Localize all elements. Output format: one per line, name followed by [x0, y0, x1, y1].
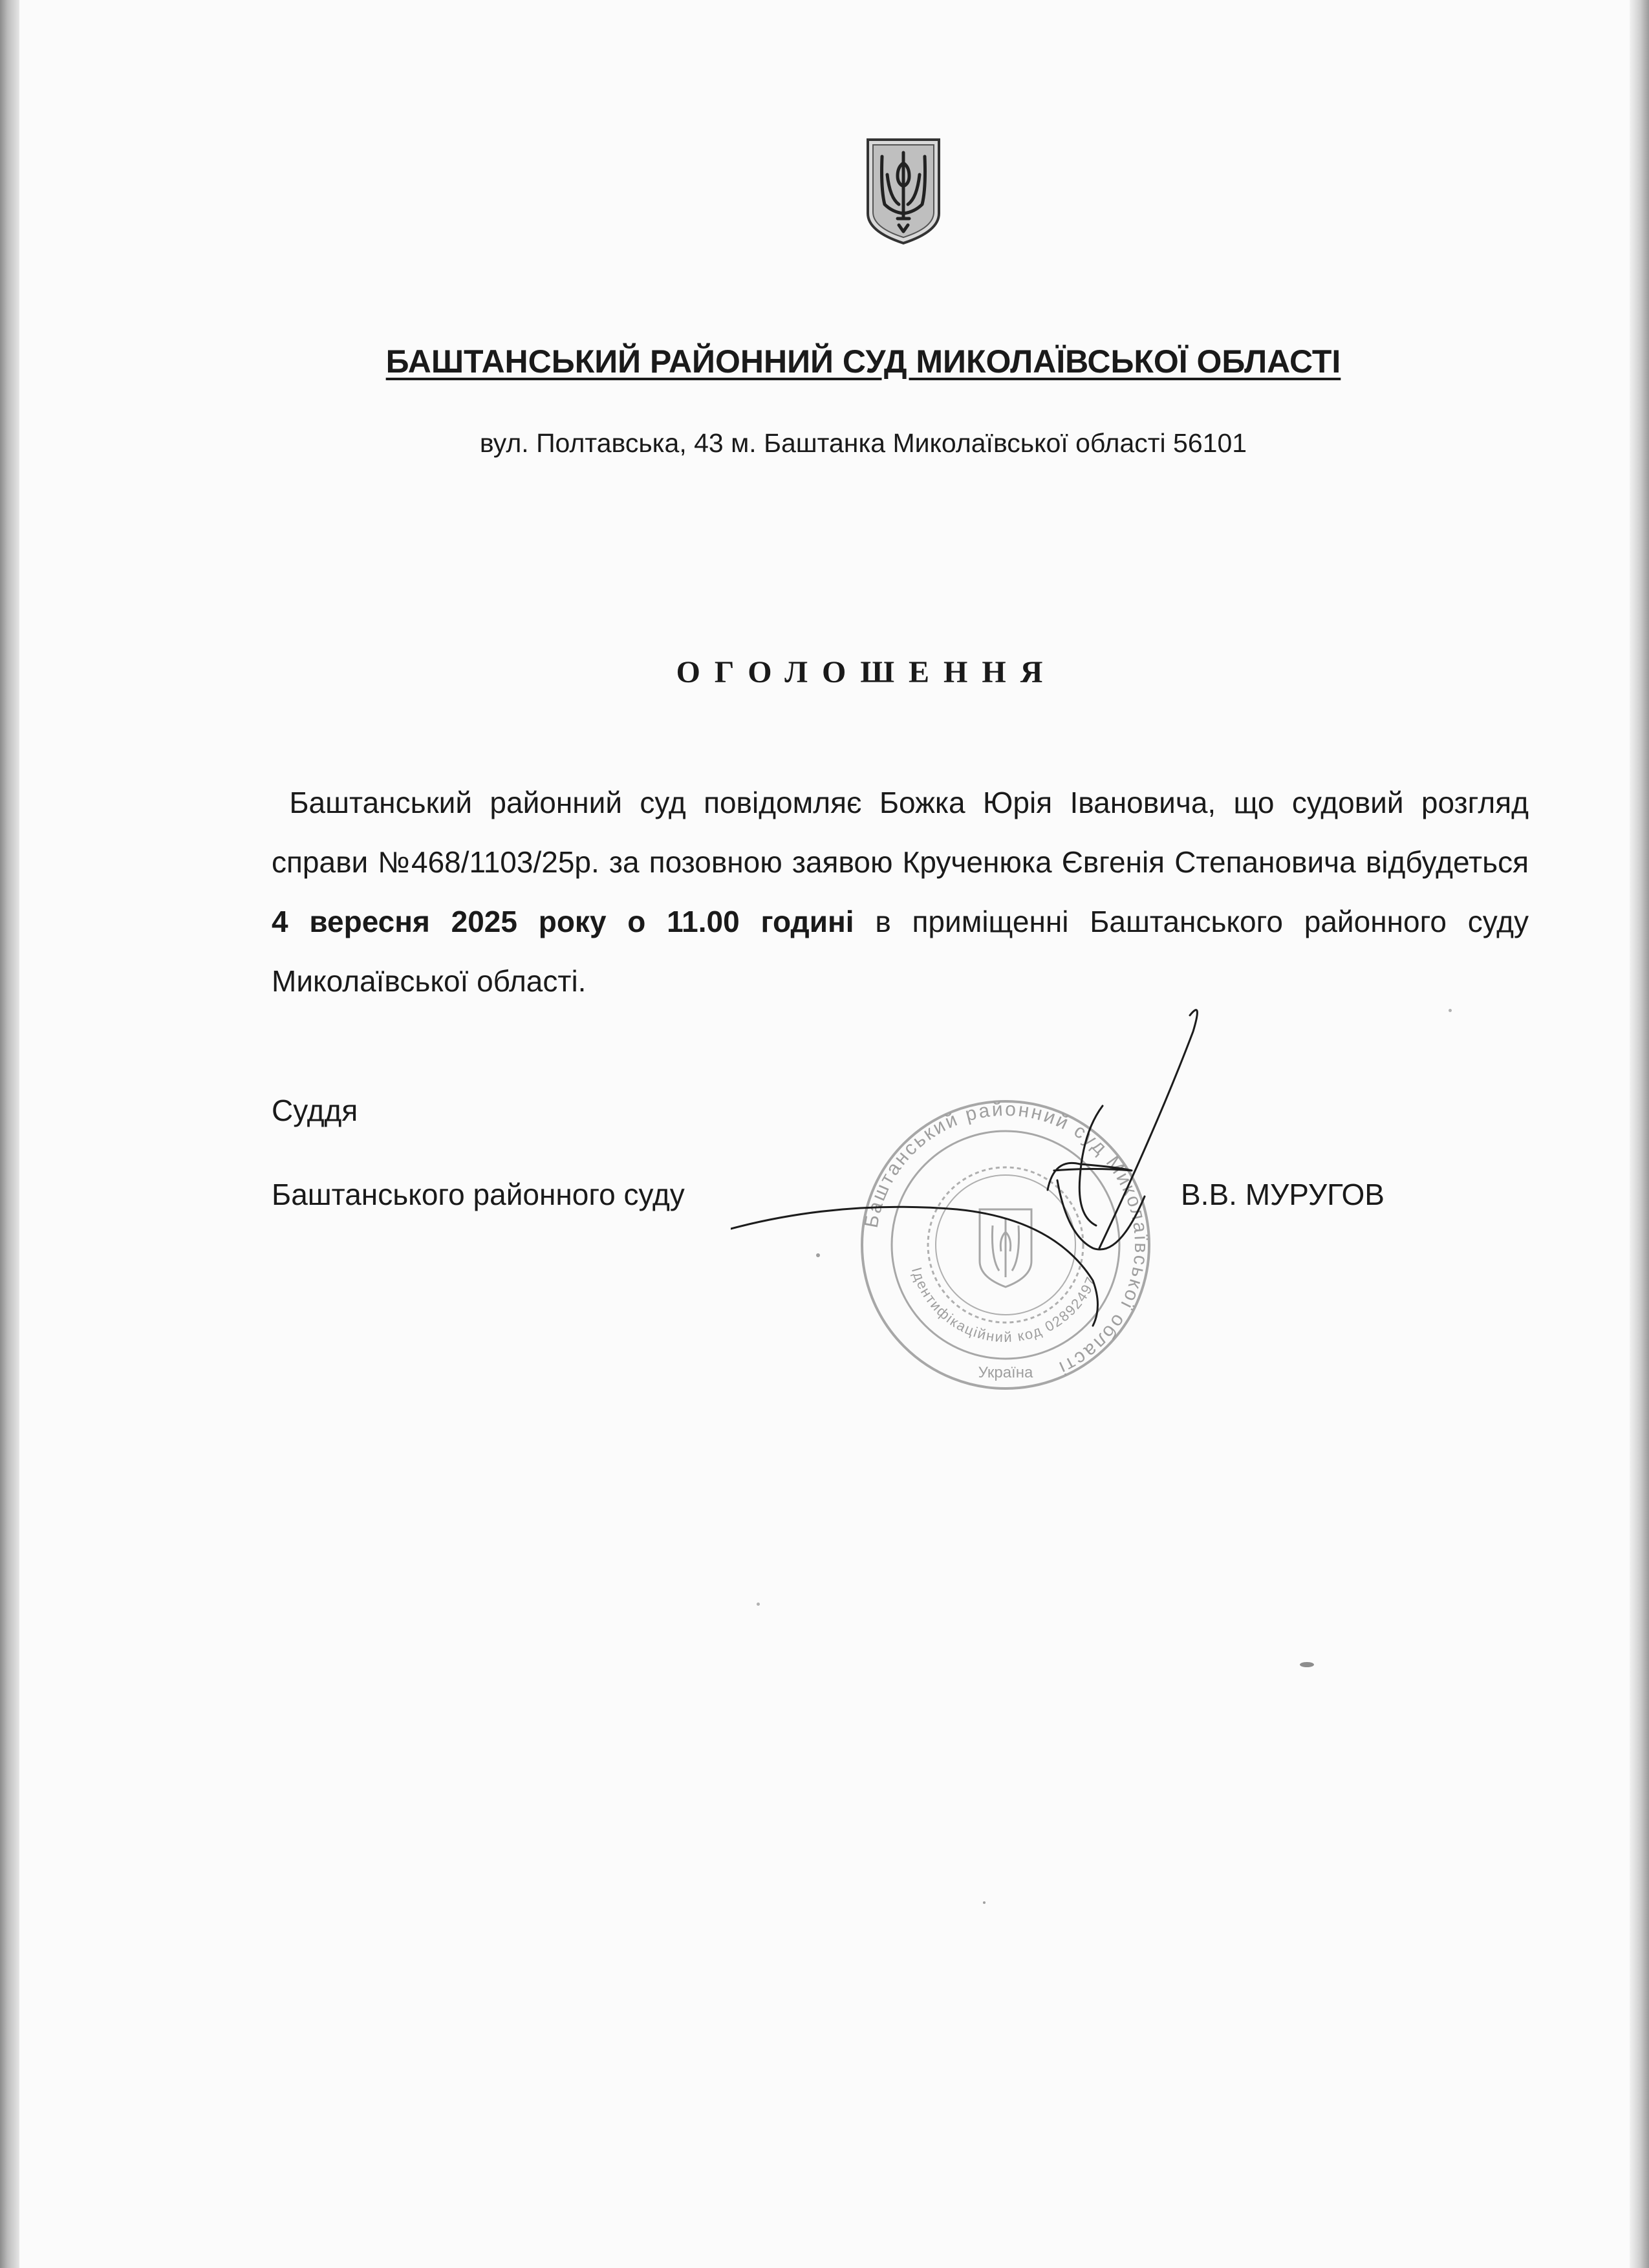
judge-court: Баштанського районного суду	[272, 1178, 685, 1211]
court-address: вул. Полтавська, 43 м. Баштанка Миколаївської області 56101	[479, 428, 1247, 458]
judge-name: В.В. МУРУГОВ	[1181, 1178, 1385, 1211]
judge-signature	[731, 1002, 1235, 1339]
scan-speck	[983, 1901, 986, 1904]
judge-title: Суддя	[272, 1094, 358, 1127]
seal-inner-text: Ідентифікаційний код 02892497	[908, 1265, 1100, 1346]
scan-speck	[1449, 1009, 1452, 1012]
body-text-part2: в приміщенні Баштанського районного суду Миколаївської області.	[272, 905, 1529, 998]
announcement-body	[272, 773, 1529, 1011]
trident-emblem-icon	[864, 137, 943, 246]
court-name-heading: БАШТАНСЬКИЙ РАЙОННИЙ СУД МИКОЛАЇВСЬКОЇ ОБЛАСТІ	[385, 343, 1341, 380]
scan-edge-right	[1630, 0, 1649, 2268]
seal-outer-text: Баштанський районний суд Миколаївської області	[860, 1098, 1152, 1379]
document-title: ОГОЛОШЕННЯ	[676, 655, 1057, 689]
body-text-part1: Баштанський районний суд повідомляє Божка Юрія Івановича, що судовий розгляд справи №468/1103/25р. за позовною заявою Крученюка Євгенія Степановича відбудеться	[272, 786, 1529, 879]
scan-speck	[1300, 1662, 1314, 1667]
hearing-date-time: 4 вересня 2025 року о 11.00 годині	[272, 905, 854, 938]
seal-country-text: Україна	[978, 1364, 1033, 1381]
scan-edge-left	[0, 0, 19, 2268]
scan-speck	[757, 1603, 760, 1606]
scan-speck	[816, 1253, 820, 1257]
